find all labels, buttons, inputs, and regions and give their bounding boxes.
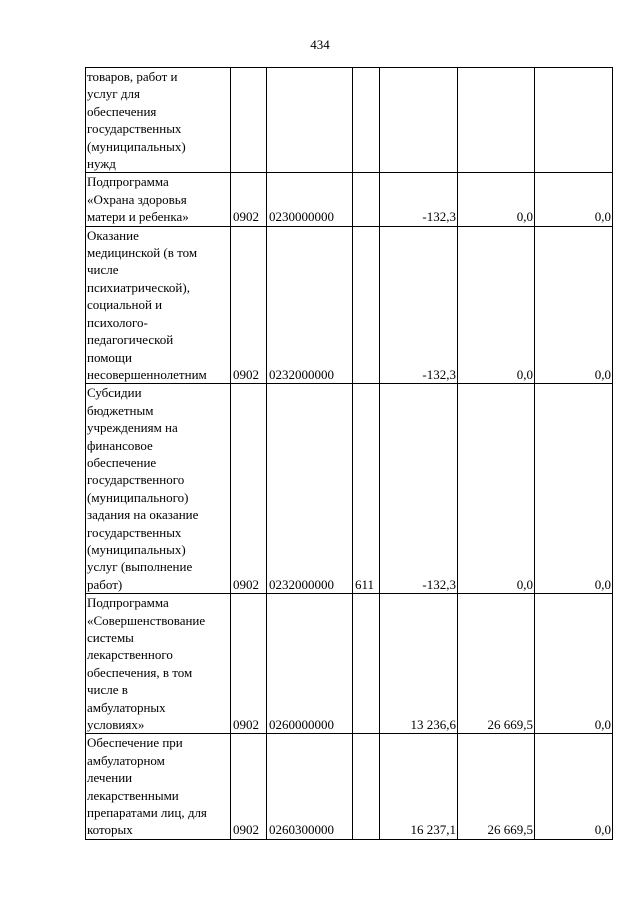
table-row <box>86 68 613 173</box>
table-row <box>86 384 613 594</box>
row-name-cell: Обеспечение при амбулаторном лечении лекарственными препаратами лиц, для которых <box>86 734 231 839</box>
amount-3-cell: 0,0 <box>535 173 613 226</box>
amount-3-cell: 0,0 <box>535 226 613 384</box>
target-article-cell: 0260000000 <box>267 594 353 734</box>
expense-kind-cell <box>353 226 380 384</box>
amount-1-cell: -132,3 <box>380 173 458 226</box>
amount-2-cell: 0,0 <box>458 226 535 384</box>
expense-kind-cell <box>353 734 380 839</box>
expense-kind-cell <box>353 594 380 734</box>
table-row <box>86 173 613 226</box>
amount-3-cell: 0,0 <box>535 384 613 594</box>
target-article-cell: 0260300000 <box>267 734 353 839</box>
amount-2-cell: 0,0 <box>458 173 535 226</box>
section-code-cell: 0902 <box>231 384 267 594</box>
amount-2-cell <box>458 68 535 173</box>
amount-1-cell: -132,3 <box>380 226 458 384</box>
amount-1-cell <box>380 68 458 173</box>
section-code-cell: 0902 <box>231 226 267 384</box>
amount-3-cell: 0,0 <box>535 594 613 734</box>
expense-kind-cell <box>353 173 380 226</box>
table-row <box>86 734 613 839</box>
row-name-cell: Субсидии бюджетным учреждениям на финансовое обеспечение государственного (муниципального) задания на оказание государственных (муниципальных) услуг (выполнение работ) <box>86 384 231 594</box>
amount-1-cell: 13 236,6 <box>380 594 458 734</box>
page-number: 434 <box>310 37 330 52</box>
row-name-cell: товаров, работ и услуг для обеспечения государственных (муниципальных) нужд <box>86 68 231 173</box>
table-row <box>86 226 613 384</box>
row-name-cell: Подпрограмма «Совершенствование системы лекарственного обеспечения, в том числе в амбулаторных условиях» <box>86 594 231 734</box>
expense-kind-cell: 611 <box>353 384 380 594</box>
section-code-cell: 0902 <box>231 594 267 734</box>
amount-1-cell: -132,3 <box>380 384 458 594</box>
target-article-cell: 0232000000 <box>267 384 353 594</box>
section-code-cell: 0902 <box>231 173 267 226</box>
budget-table <box>85 67 613 840</box>
target-article-cell: 0232000000 <box>267 226 353 384</box>
target-article-cell: 0230000000 <box>267 173 353 226</box>
row-name-cell: Подпрограмма «Охрана здоровья матери и ребенка» <box>86 173 231 226</box>
section-code-cell <box>231 68 267 173</box>
table-row <box>86 594 613 734</box>
section-code-cell: 0902 <box>231 734 267 839</box>
amount-2-cell: 26 669,5 <box>458 594 535 734</box>
target-article-cell <box>267 68 353 173</box>
row-name-cell: Оказание медицинской (в том числе психиатрической), социальной и психолого- педагогической помощи несовершеннолетним <box>86 226 231 384</box>
expense-kind-cell <box>353 68 380 173</box>
amount-2-cell: 0,0 <box>458 384 535 594</box>
amount-3-cell: 0,0 <box>535 734 613 839</box>
table-body <box>86 68 613 840</box>
amount-1-cell: 16 237,1 <box>380 734 458 839</box>
amount-3-cell <box>535 68 613 173</box>
amount-2-cell: 26 669,5 <box>458 734 535 839</box>
